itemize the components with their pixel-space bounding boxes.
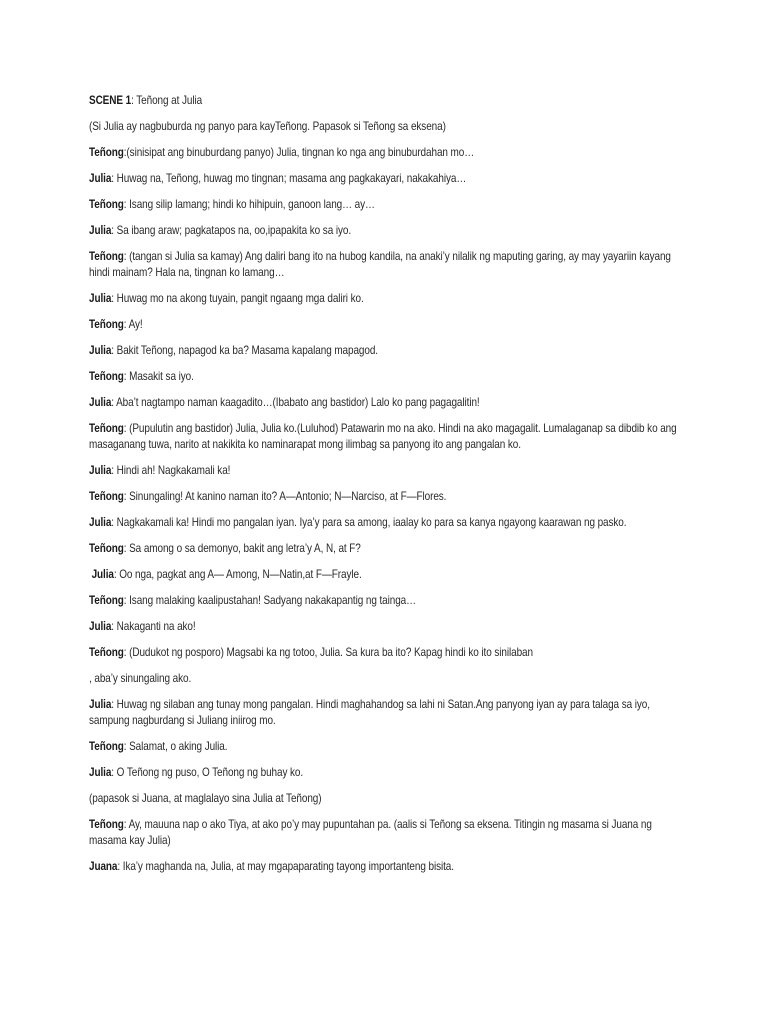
- line-text: : Aba’t nagtampo naman kaagadito…(Ibabato ang bastidor) Lalo ko pang pagagalitin!: [111, 396, 480, 409]
- script-body: [89, 119, 688, 875]
- speaker-name: Teñong: [89, 818, 124, 831]
- speaker-name: Julia: [89, 396, 112, 409]
- line-text: : Nagkakamali ka! Hindi mo pangalan iyan. Iya’y para sa among, iaalay ko para sa kanya ngayong kaarawan ng pasko.: [111, 516, 627, 529]
- dialogue-line: [89, 739, 678, 755]
- dialogue-line: [89, 541, 678, 557]
- line-text: : Sa ibang araw; pagkatapos na, oo,ipapakita ko sa iyo.: [111, 224, 352, 237]
- dialogue-line: [89, 489, 678, 505]
- speaker-name: Teñong: [89, 198, 124, 211]
- dialogue-line: [89, 223, 678, 239]
- line-text: : Isang malaking kaalipustahan! Sadyang nakakapantig ng tainga…: [123, 594, 417, 607]
- line-text: : Salamat, o aking Julia.: [123, 740, 228, 753]
- speaker-name: Teñong: [89, 250, 124, 263]
- speaker-name: Teñong: [89, 370, 124, 383]
- speaker-name: Teñong: [89, 646, 124, 659]
- speaker-name: Teñong: [89, 146, 124, 159]
- dialogue-line: [89, 645, 678, 661]
- speaker-name: Teñong: [89, 490, 124, 503]
- dialogue-line: [89, 395, 678, 411]
- dialogue-line: [89, 765, 678, 781]
- line-text: : Sa among o sa demonyo, bakit ang letra’y A, N, at F?: [123, 542, 361, 555]
- line-text: (papasok si Juana, at maglalayo sina Julia at Teñong): [89, 792, 322, 805]
- speaker-name: Julia: [89, 464, 112, 477]
- dialogue-line: [89, 369, 678, 385]
- dialogue-line: [89, 145, 678, 161]
- speaker-name: Julia: [89, 344, 112, 357]
- speaker-name: Julia: [89, 620, 112, 633]
- stage-direction: [89, 671, 678, 687]
- line-text: : Sinungaling! At kanino naman ito? A—Antonio; N—Narciso, at F—Flores.: [123, 490, 447, 503]
- dialogue-line: [89, 317, 678, 333]
- speaker-name: Julia: [89, 224, 112, 237]
- line-text: : Huwag ng silaban ang tunay mong pangalan. Hindi maghahandog sa lahi ni Satan.Ang panyong iyan ay para talaga sa iyo, sampung nagburdang si Juliang iniirog mo.: [89, 698, 650, 727]
- line-text: : Hindi ah! Nagkakamali ka!: [111, 464, 231, 477]
- speaker-name: Teñong: [89, 594, 124, 607]
- line-text: : Masakit sa iyo.: [123, 370, 194, 383]
- line-text: : O Teñong ng puso, O Teñong ng buhay ko.: [111, 766, 304, 779]
- dialogue-line: [89, 567, 681, 583]
- line-text: : Ay!: [123, 318, 143, 331]
- dialogue-line: [89, 421, 678, 453]
- speaker-name: Julia: [89, 516, 112, 529]
- dialogue-line: [89, 593, 678, 609]
- speaker-name: Julia: [91, 568, 114, 581]
- dialogue-line: [89, 817, 678, 849]
- scene-label: SCENE 1: [89, 94, 132, 107]
- dialogue-line: [89, 463, 678, 479]
- line-text: , aba’y sinungaling ako.: [89, 672, 192, 685]
- dialogue-line: [89, 171, 678, 187]
- line-text: : (Dudukot ng posporo) Magsabi ka ng totoo, Julia. Sa kura ba ito? Kapag hindi ko ito sinilaban: [123, 646, 533, 659]
- line-text: :(sinisipat ang binuburdang panyo) Julia, tingnan ko nga ang binuburdahan mo…: [123, 146, 475, 159]
- speaker-name: Juana: [89, 860, 118, 873]
- line-text: : Nakaganti na ako!: [111, 620, 196, 633]
- speaker-name: Julia: [89, 172, 112, 185]
- line-text: : Huwag mo na akong tuyain, pangit ngaang mga daliri ko.: [111, 292, 364, 305]
- stage-direction: [89, 791, 678, 807]
- scene-heading: [89, 93, 678, 109]
- line-text: : Huwag na, Teñong, huwag mo tingnan; masama ang pagkakayari, nakakahiya…: [111, 172, 467, 185]
- speaker-name: Teñong: [89, 422, 124, 435]
- dialogue-line: [89, 249, 678, 281]
- stage-direction: [89, 119, 678, 135]
- line-text: : (tangan si Julia sa kamay) Ang daliri bang ito na hubog kandila, na anaki’y nilalik ng maputing garing, ay may yayariin kayang hindi mainam? Hala na, tingnan ko lamang…: [89, 250, 671, 279]
- line-text: : Oo nga, pagkat ang A— Among, N—Natin,at F—Frayle.: [113, 568, 362, 581]
- dialogue-line: [89, 515, 678, 531]
- speaker-name: Teñong: [89, 740, 124, 753]
- line-text: : (Pupulutin ang bastidor) Julia, Julia ko.(Luluhod) Patawarin mo na ako. Hindi na ako magagalit. Lumalaganap sa dibdib ko ang masaganang tuwa, narito at nakikita ko naminarapat mong ilimbag sa panyong ito ang pangalan ko.: [89, 422, 677, 451]
- dialogue-line: [89, 697, 678, 729]
- dialogue-line: [89, 859, 678, 875]
- dialogue-line: [89, 197, 678, 213]
- line-text: : Ika’y maghanda na, Julia, at may mgapaparating tayong importanteng bisita.: [117, 860, 454, 873]
- line-text: : Ay, mauuna nap o ako Tiya, at ako po’y may pupuntahan pa. (aalis si Teñong sa eksena. Titingin ng masama si Juana ng masama kay Julia): [89, 818, 652, 847]
- speaker-name: Julia: [89, 292, 112, 305]
- scene-title: : Teñong at Julia: [131, 94, 203, 107]
- speaker-name: Julia: [89, 766, 112, 779]
- dialogue-line: [89, 291, 678, 307]
- speaker-name: Julia: [89, 698, 112, 711]
- dialogue-line: [89, 343, 678, 359]
- line-text: : Bakit Teñong, napagod ka ba? Masama kapalang mapagod.: [111, 344, 379, 357]
- line-text: (Si Julia ay nagbuburda ng panyo para kayTeñong. Papasok si Teñong sa eksena): [89, 120, 446, 133]
- speaker-name: Teñong: [89, 542, 124, 555]
- line-text: : Isang silip lamang; hindi ko hihipuin, ganoon lang… ay…: [123, 198, 375, 211]
- speaker-name: Teñong: [89, 318, 124, 331]
- dialogue-line: [89, 619, 678, 635]
